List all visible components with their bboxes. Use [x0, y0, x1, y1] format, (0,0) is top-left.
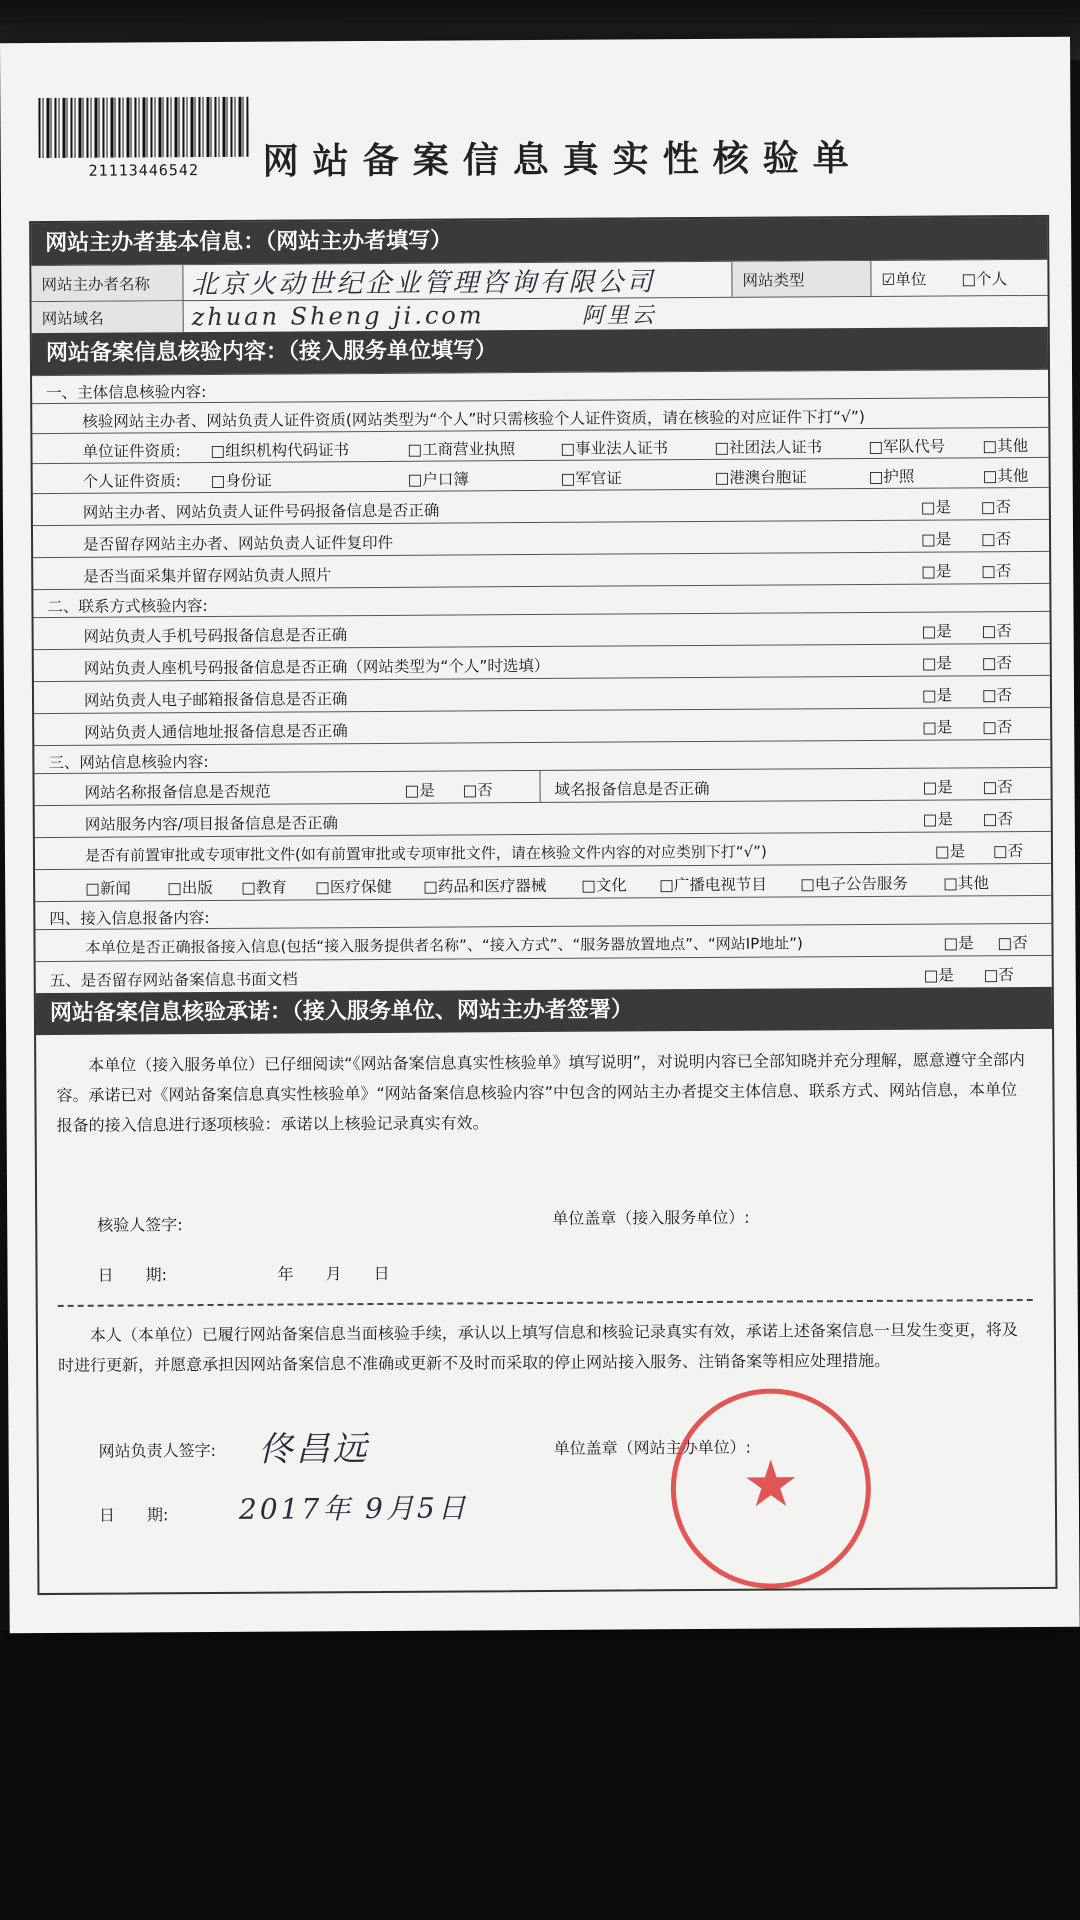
question-text: 是否有前置审批或专项审批文件(如有前置审批或专项审批文件，请在核验文件内容的对应类别下打“√”) [84, 842, 767, 865]
group2-title: 二、联系方式核验内容: [47, 597, 208, 616]
yes-checkbox: □是 [921, 686, 953, 705]
personal-cert-option: □港澳台胞证 [714, 468, 807, 487]
no-checkbox: □否 [981, 562, 1012, 581]
personal-cert-option: □身份证 [210, 471, 272, 490]
category-option: □电子公告服务 [800, 874, 908, 894]
section-header-commitment: 网站备案信息核验承诺：（接入服务单位、网站主办者签署） [36, 987, 1052, 1035]
section-header-basic-info: 网站主办者基本信息：（网站主办者填写） [31, 217, 1047, 265]
no-checkbox: □否 [980, 498, 1012, 517]
company-seal [670, 1388, 871, 1589]
site-type-label: 网站类型 [731, 261, 871, 297]
yes-checkbox: □是 [922, 778, 953, 797]
isp-commitment-text: 本单位（接入服务单位）已仔细阅读“《网站备案信息真实性核验单》填写说明”，对说明内容已全部知晓并充分理解，愿意遵守全部内容。承诺已对《网站备案信息真实性核验单》“网站备案信息核验内容”中包含的网站主办者提交主体信息、联系方式、网站信息，本单位报备的接入信息进行逐项核验：承诺以上核验记录真实有效。 [56, 1050, 1025, 1135]
no-checkbox: □否 [997, 934, 1028, 953]
question-text: 网站服务内容/项目报备信息是否正确 [84, 814, 339, 834]
question-text: 网站主办者、网站负责人证件号码报备信息是否正确 [82, 501, 440, 522]
personal-cert-option: □其他 [982, 466, 1029, 486]
no-checkbox: □否 [981, 686, 1013, 705]
no-checkbox: □否 [981, 622, 1012, 641]
barcode-icon [38, 97, 248, 158]
personal-cert-option: □护照 [868, 467, 915, 486]
verify-date-label: 日 期: [97, 1265, 168, 1285]
unit-cert-option: □事业法人证书 [560, 439, 669, 458]
question-text: 网站负责人电子邮箱报备信息是否正确 [83, 690, 348, 710]
dashed-divider [58, 1299, 1033, 1307]
yes-checkbox: □是 [943, 934, 974, 953]
category-option: □文化 [581, 876, 627, 895]
barcode [38, 97, 249, 188]
question-text: 网站名称报备信息是否规范 [84, 782, 271, 802]
isp-seal-label: 单位盖章（接入服务单位）: [552, 1207, 750, 1228]
unit-cert-option: □军队代号 [868, 437, 946, 456]
yes-checkbox: □是 [921, 530, 952, 549]
group5-title: 五、是否留存网站备案信息书面文档 [49, 970, 298, 990]
unit-cert-label: 单位证件资质: [82, 442, 181, 461]
site-type-person-checkbox: □个人 [961, 269, 1008, 288]
owner-date-value: 2017年 9月5日 [238, 1491, 469, 1526]
category-option: □药品和医疗器械 [423, 876, 547, 896]
no-checkbox: □否 [981, 654, 1013, 673]
question-text: 域名报备信息是否正确 [554, 779, 710, 799]
question-text: 网站负责人通信地址报备信息是否正确 [84, 722, 348, 742]
question-text: 本单位是否正确报备接入信息(包括“接入服务提供者名称”、“接入方式”、“服务器放置地点”、“网站IP地址”) [85, 934, 803, 957]
section-header-verification: 网站备案信息核验内容：（接入服务单位填写） [32, 327, 1048, 375]
isp-value: 阿里云 [581, 303, 657, 329]
owner-signature: 佟昌远 [258, 1429, 370, 1470]
domain-value: zhuan Sheng ji.com [191, 300, 485, 331]
star-icon: ★ [741, 1447, 800, 1523]
unit-cert-option: □工商营业执照 [407, 440, 516, 459]
owner-name-value: 北京火动世纪企业管理咨询有限公司 [191, 267, 656, 301]
document-title: 网站备案信息真实性核验单 [262, 138, 863, 183]
unit-cert-option: □社团法人证书 [714, 438, 823, 457]
owner-signature-label: 网站负责人签字: [98, 1440, 217, 1461]
unit-cert-option: □其他 [982, 436, 1029, 456]
verifier-signature-label: 核验人签字: [97, 1215, 183, 1235]
category-option: □医疗保健 [315, 877, 392, 897]
no-checkbox: □否 [983, 966, 1014, 985]
yes-checkbox: □是 [922, 810, 953, 829]
yes-checkbox: □是 [921, 654, 953, 673]
category-option: □广播电视节目 [659, 875, 767, 895]
owner-date-label: 日 期: [98, 1505, 169, 1525]
yes-checkbox: □是 [404, 781, 435, 800]
personal-cert-option: □户口簿 [407, 470, 469, 489]
question-text: 是否当面采集并留存网站负责人照片 [83, 566, 332, 586]
form-table [29, 215, 1057, 1595]
verify-date-blank: 年 月 日 [277, 1263, 390, 1284]
background-table [0, 1630, 1080, 1920]
category-option: □其他 [943, 874, 989, 893]
category-option: □出版 [167, 878, 213, 898]
group1-desc: 核验网站主办者、网站负责人证件资质(网站类型为“个人”时只需核验个人证件资质，请在核验的对应证件下打“√”) [82, 407, 865, 431]
yes-checkbox: □是 [921, 562, 952, 581]
personal-cert-label: 个人证件资质: [82, 472, 181, 491]
no-checkbox: □否 [982, 718, 1013, 737]
personal-cert-option: □军官证 [560, 469, 622, 488]
no-checkbox: □否 [982, 778, 1013, 797]
owner-name-row [31, 259, 1047, 301]
category-option: □新闻 [85, 879, 131, 898]
cell-divider [539, 771, 540, 802]
no-checkbox: □否 [982, 810, 1013, 829]
group3-title: 三、网站信息核验内容: [48, 753, 209, 772]
verification-form-sheet [0, 37, 1080, 1634]
question-text: 网站负责人手机号码报备信息是否正确 [83, 626, 348, 646]
no-checkbox: □否 [992, 842, 1024, 861]
yes-checkbox: □是 [920, 498, 952, 517]
barcode-number: 21113446542 [88, 161, 200, 180]
group1-title: 一、主体信息核验内容: [46, 383, 207, 402]
owner-commitment-text: 本人（本单位）已履行网站备案信息当面核验手续，承认以上填写信息和核验记录真实有效，承诺上述备案信息一旦发生变更，将及时进行更新，并愿意承担因网站备案信息不准确或更新不及时而采取的停止网站接入服务、注销备案等相应处理措施。 [58, 1320, 1018, 1375]
question-text: 是否留存网站主办者、网站负责人证件复印件 [83, 533, 394, 554]
owner-seal-label: 单位盖章（网站主办单位）: [553, 1437, 752, 1458]
yes-checkbox: □是 [921, 622, 952, 641]
yes-checkbox: □是 [922, 718, 953, 737]
domain-label: 网站域名 [32, 301, 184, 333]
question-text: 网站负责人座机号码报备信息是否正确（网站类型为“个人”时选填） [83, 656, 550, 678]
yes-checkbox: □是 [934, 842, 966, 861]
no-checkbox: □否 [981, 530, 1012, 549]
owner-name-label: 网站主办者名称 [31, 265, 183, 301]
category-option: □教育 [241, 878, 287, 897]
unit-cert-option: □组织机构代码证书 [210, 441, 350, 460]
site-type-unit-checkbox: ☑单位 [881, 270, 927, 289]
no-checkbox: □否 [462, 781, 493, 800]
group4-title: 四、接入信息报备内容: [49, 909, 210, 928]
yes-checkbox: □是 [923, 966, 954, 985]
